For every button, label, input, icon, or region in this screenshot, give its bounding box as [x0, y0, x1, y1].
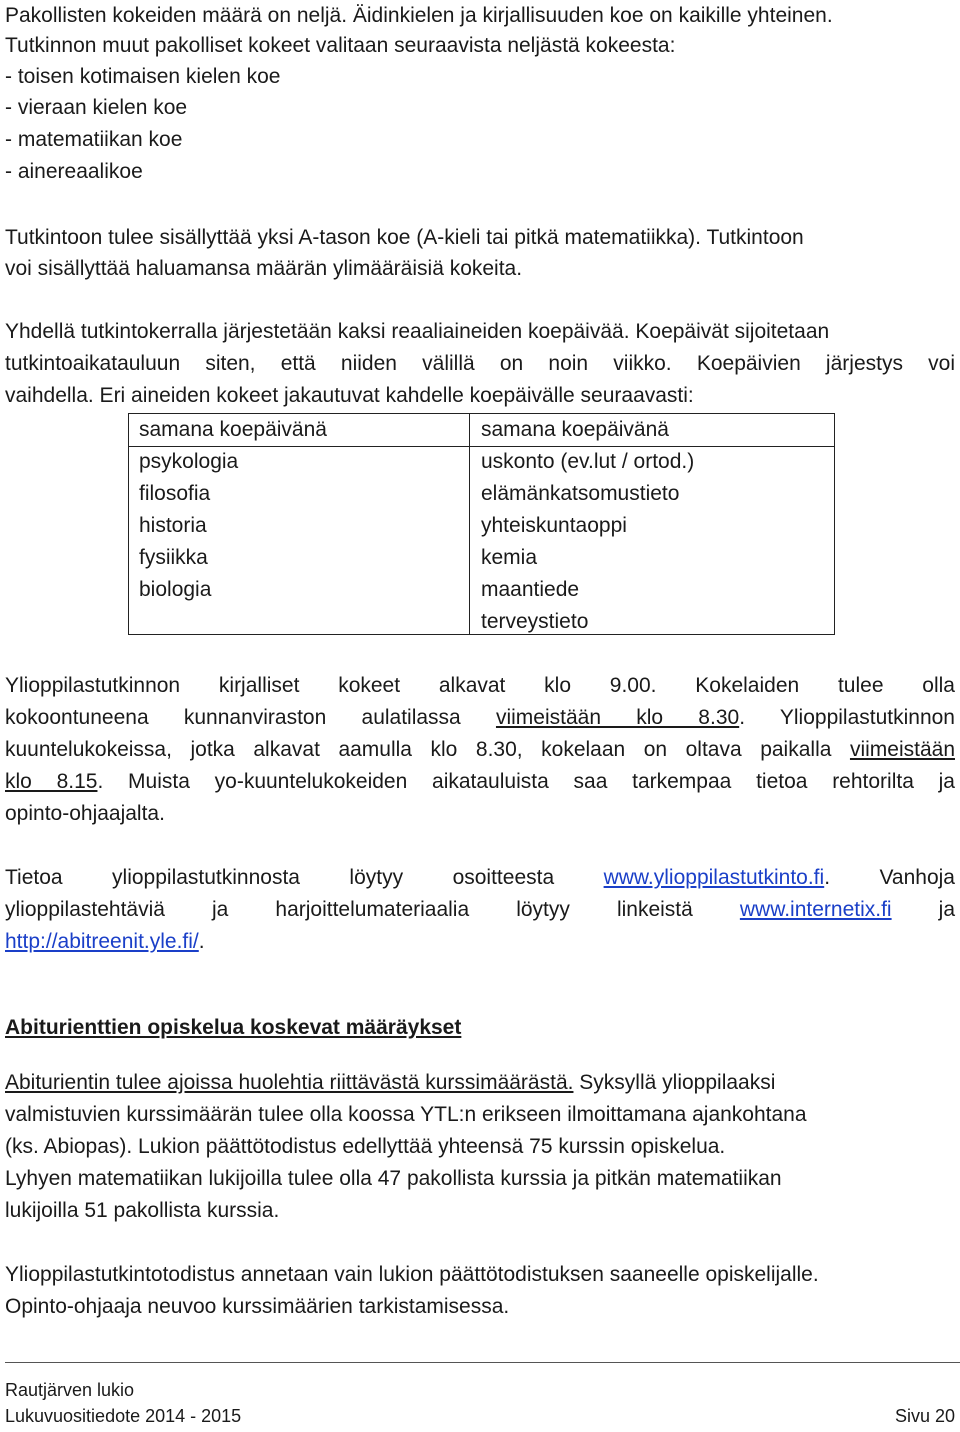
table-cell-right: maantiede	[481, 578, 580, 601]
exam-day-table	[128, 413, 835, 635]
table-cell-left: historia	[139, 514, 207, 537]
table-cell-left: fysiikka	[139, 546, 208, 569]
list-item: - vieraan kielen koe	[5, 96, 188, 119]
koepaivat-line-3: vaihdella. Eri aineiden kokeet jakautuvat kahdelle koepäivälle seuraavasti:	[5, 384, 694, 407]
links-line-3: http://abitreenit.yle.fi/.	[5, 930, 205, 953]
intro-line-2: Tutkinnon muut pakolliset kokeet valitaan seuraavista neljästä kokeesta:	[5, 34, 676, 57]
footer-document-title: Lukuvuositiedote 2014 - 2015	[5, 1406, 242, 1426]
intro-line-1: Pakollisten kokeiden määrä on neljä. Äidinkielen ja kirjallisuuden koe on kaikille yhteinen.	[5, 4, 833, 27]
section-line-6: Ylioppilastutkintotodistus annetaan vain lukion päättötodistuksen saaneelle opiskelijalle.	[5, 1263, 819, 1286]
link-internetix[interactable]: www.internetix.fi	[739, 898, 892, 921]
a-taso-line-1: Tutkintoon tulee sisällyttää yksi A-tason koe (A-kieli tai pitkä matematiikka). Tutkintoon	[5, 226, 804, 249]
section-line-5: lukijoilla 51 pakollista kurssia.	[5, 1199, 280, 1222]
klo-line-3: kuuntelukokeissa, jotka alkavat aamulla klo 8.30, kokelaan on oltava paikalla viimeistään	[5, 738, 955, 761]
section-line-1: Abiturientin tulee ajoissa huolehtia riittävästä kurssimäärästä. Syksyllä ylioppilaaksi	[5, 1071, 776, 1094]
table-cell-left: filosofia	[139, 482, 211, 505]
link-abitreenit[interactable]: http://abitreenit.yle.fi/	[5, 930, 199, 953]
table-cell-right: kemia	[481, 546, 538, 569]
klo-line-4: klo 8.15. Muista yo-kuuntelukokeiden aikatauluista saa tarkempaa tietoa rehtorilta ja	[5, 770, 955, 793]
footer-school: Rautjärven lukio	[5, 1380, 135, 1400]
table-cell-right: elämänkatsomustieto	[481, 482, 680, 505]
klo-line-1: Ylioppilastutkinnon kirjalliset kokeet alkavat klo 9.00. Kokelaiden tulee olla	[5, 674, 955, 697]
deadline-time: viimeistään klo 8.30	[495, 706, 740, 729]
table-cell-right: uskonto (ev.lut / ortod.)	[481, 450, 695, 473]
list-item: - ainereaalikoe	[5, 160, 143, 183]
section-line-4: Lyhyen matematiikan lukijoilla tulee olla 47 pakollista kurssia ja pitkän matematiikan	[5, 1167, 782, 1190]
links-line-1: Tietoa ylioppilastutkinnosta löytyy osoitteesta www.ylioppilastutkinto.fi. Vanhoja	[5, 866, 955, 889]
table-cell-left: psykologia	[139, 450, 239, 473]
table-cell-right: yhteiskuntaoppi	[481, 514, 627, 537]
listening-deadline-time: klo 8.15	[5, 770, 98, 793]
klo-line-2: kokoontuneena kunnanviraston aulatilassa viimeistään klo 8.30. Ylioppilastutkinnon	[5, 706, 955, 729]
table-cell-left: biologia	[139, 578, 212, 601]
a-taso-line-2: voi sisällyttää haluamansa määrän ylimääräisiä kokeita.	[5, 257, 523, 280]
footer-divider	[5, 1362, 960, 1363]
table-cell-right: terveystieto	[481, 610, 589, 633]
section-line-7: Opinto-ohjaaja neuvoo kurssimäärien tarkistamisessa.	[5, 1295, 510, 1318]
table-header-right: samana koepäivänä	[481, 418, 669, 441]
links-line-2: ylioppilastehtäviä ja harjoittelumateriaalia löytyy linkeistä www.internetix.fi ja	[5, 898, 955, 921]
table-header-left: samana koepäivänä	[139, 418, 327, 441]
link-ylioppilastutkinto[interactable]: www.ylioppilastutkinto.fi	[603, 866, 825, 889]
section-line-3: (ks. Abiopas). Lukion päättötodistus edellyttää yhteensä 75 kurssin opiskelua.	[5, 1135, 726, 1158]
koepaivat-line-2: tutkintoaikatauluun siten, että niiden välillä on noin viikko. Koepäivien järjestys voi	[5, 352, 955, 375]
footer-page-number: Sivu 20	[894, 1406, 955, 1426]
list-item: - matematiikan koe	[5, 128, 183, 151]
section-line-2: valmistuvien kurssimäärän tulee olla koossa YTL:n erikseen ilmoittamana ajankohtana	[5, 1103, 807, 1126]
table-column-divider	[469, 414, 470, 634]
list-item: - toisen kotimaisen kielen koe	[5, 65, 281, 88]
section-heading: Abiturienttien opiskelua koskevat määräykset	[5, 1016, 462, 1039]
koepaivat-line-1: Yhdellä tutkintokerralla järjestetään kaksi reaaliaineiden koepäivää. Koepäivät sijoitetaan	[5, 320, 830, 343]
klo-line-5: opinto-ohjaajalta.	[5, 802, 165, 825]
